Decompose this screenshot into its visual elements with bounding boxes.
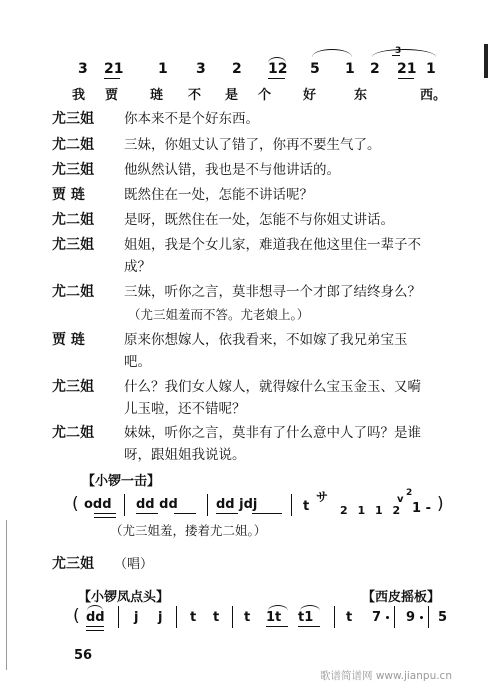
score-cell: t1 <box>298 610 314 625</box>
watermark: 歌谱简谱网 www.jianpu.cn <box>320 670 452 682</box>
dialogue-line: 姐姐，我是个女儿家，难道我在他这里住一辈子不 <box>124 237 421 253</box>
dialogue-line: 他纵然认错，我也是不与他讲话的。 <box>124 162 340 178</box>
speaker-name: 尤三姐 <box>52 237 94 253</box>
note: 1 <box>158 61 168 77</box>
dialogue-line: 呀，跟姐姐我说说。 <box>124 447 246 463</box>
page-number: 56 <box>74 648 93 663</box>
score-cell: 7 <box>372 610 382 625</box>
speaker-name: 尤三姐 <box>52 379 94 395</box>
dialogue-line: 三妹，听你之言，莫非想寻一个才郎了结终身么？ <box>124 284 421 300</box>
score-cell: t <box>346 610 353 625</box>
score-cell: 9 <box>406 610 416 625</box>
speaker-name: 贾 琏 <box>52 332 85 348</box>
section-heading: 【小锣一击】 <box>82 474 161 489</box>
dialogue-line: 是呀，既然住在一处，怎能不与你姐丈讲话。 <box>124 212 394 228</box>
edge-rule <box>484 44 488 78</box>
speaker-name: 尤三姐 <box>52 162 94 178</box>
dialogue-line: 妹妹，听你之言，莫非有了什么意中人了吗？是谁 <box>124 425 421 441</box>
measure: odd <box>84 497 112 512</box>
sing-note: （唱） <box>114 557 154 572</box>
stage-direction: （尤三姐羞，搂着尤二姐。） <box>110 523 267 538</box>
scan-edge <box>6 520 7 670</box>
note: 21 <box>104 61 124 77</box>
note: 2 <box>370 61 380 77</box>
dialogue-line: 原来你想嫁人，依我看来，不如嫁了我兄弟宝玉 <box>124 332 408 348</box>
speaker-name: 尤二姐 <box>52 137 94 153</box>
speaker-name: 尤二姐 <box>52 425 94 441</box>
speaker-name: 尤二姐 <box>52 212 94 228</box>
lyric-char: 贾 <box>105 88 119 103</box>
score-cell: j <box>158 610 163 625</box>
melody-run: 2 1 1 2 <box>340 504 404 517</box>
note: 2 <box>232 61 242 77</box>
lyric-char: 琏 <box>150 88 164 103</box>
lyric-char: 好 <box>303 88 317 103</box>
note: 1 <box>426 61 436 77</box>
score-cell: t <box>244 610 251 625</box>
dialogue-line: 既然住在一处，怎能不讲话呢？ <box>124 187 313 203</box>
section-heading: 【小锣凤点头】 <box>78 590 170 605</box>
note: 21 <box>397 61 417 77</box>
lyric-char: 东 <box>354 88 368 103</box>
lyric-char: 不 <box>188 88 202 103</box>
speaker-name: 尤二姐 <box>52 284 94 300</box>
dialogue-line: 成？ <box>124 259 151 275</box>
breath-mark: v <box>397 494 404 505</box>
score-cell: 5 <box>438 610 448 625</box>
measure: dd jdj <box>216 497 258 512</box>
measure: dd dd <box>136 497 178 512</box>
lyric-char: 是 <box>225 88 239 103</box>
dialogue-line: 你本来不是个好东西。 <box>124 111 259 127</box>
lyric-char: 我 <box>72 88 86 103</box>
note: 3 <box>78 61 88 77</box>
lyric-char: 个 <box>258 88 272 103</box>
score-cell: t <box>190 610 197 625</box>
paren-open: ( <box>72 494 79 514</box>
note: 3 <box>196 61 206 77</box>
grace-note: 3 <box>395 46 402 56</box>
speaker-name: 尤三姐 <box>52 111 94 127</box>
paren-open: ( <box>73 606 80 626</box>
lyric-char: 西。 <box>420 88 447 103</box>
grace-mark: サ <box>316 490 329 504</box>
dialogue-line: 三妹，你姐丈认了错了，你再不要生气了。 <box>124 137 381 153</box>
speaker-name: 尤三姐 <box>52 556 94 572</box>
section-heading: 【西皮摇板】 <box>362 590 441 605</box>
dialogue-line: 什么？我们女人嫁人，就得嫁什么宝玉金玉、又嗬 <box>124 379 421 395</box>
note: 5 <box>310 61 320 77</box>
dialogue-line: 吧。 <box>124 354 151 370</box>
score-cell: 1t <box>266 610 282 625</box>
score-cell: dd <box>86 610 105 625</box>
measure: t <box>303 499 310 514</box>
score-cell: j <box>134 610 139 625</box>
melody-end: 1 - <box>412 501 431 516</box>
paren-close: ) <box>437 494 444 514</box>
stage-direction: （尤三姐羞而不答。尤老娘上。） <box>128 307 310 322</box>
score-cell: t <box>213 610 220 625</box>
note: 12 <box>268 61 288 77</box>
breath-grace: 2 <box>406 488 413 498</box>
dialogue-line: 儿玉啦，还不错呢？ <box>124 401 246 417</box>
speaker-name: 贾 琏 <box>52 187 85 203</box>
note: 1 <box>345 61 355 77</box>
